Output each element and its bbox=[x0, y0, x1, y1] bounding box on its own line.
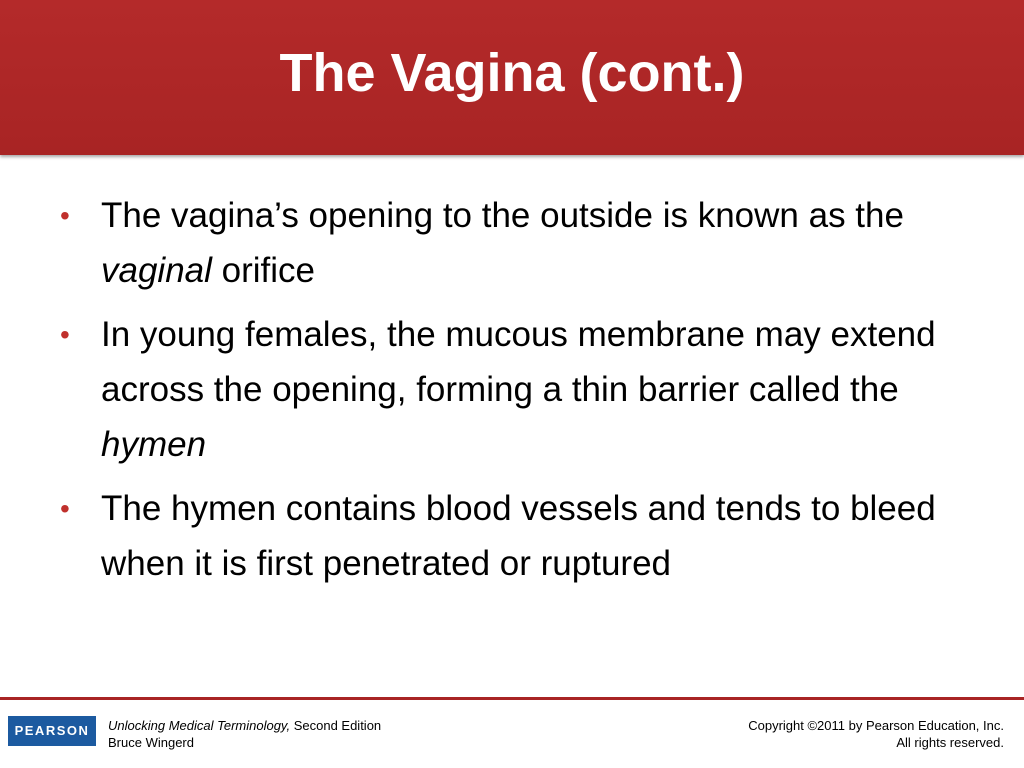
bullet-list bbox=[58, 188, 978, 600]
bullet-marker-icon: • bbox=[60, 493, 70, 524]
footer-book-line bbox=[108, 717, 381, 734]
pearson-logo: PEARSON bbox=[8, 716, 96, 746]
bullet-text: In young females, the mucous membrane may extend across the opening, forming a thin barrier called the bbox=[101, 315, 936, 409]
bullet-emphasis: hymen bbox=[101, 425, 207, 464]
bullet-item bbox=[58, 307, 978, 472]
footer-divider bbox=[0, 697, 1024, 700]
bullet-marker-icon: • bbox=[60, 200, 70, 231]
footer-edition: Second Edition bbox=[290, 718, 382, 733]
bullet-marker-icon: • bbox=[60, 319, 70, 350]
footer-copyright-block bbox=[748, 717, 1004, 751]
footer-copyright: Copyright ©2011 by Pearson Education, Inc. bbox=[748, 718, 1004, 733]
bullet-item bbox=[58, 188, 978, 298]
footer-rights: All rights reserved. bbox=[896, 735, 1004, 750]
title-bar bbox=[0, 0, 1024, 155]
bullet-text: The hymen contains blood vessels and tends to bleed when it is first penetrated or ruptured bbox=[101, 489, 936, 583]
slide-title: The Vagina (cont.) bbox=[279, 43, 745, 103]
bullet-item bbox=[58, 481, 978, 591]
footer-author: Bruce Wingerd bbox=[108, 735, 194, 750]
bullet-text-tail: orifice bbox=[211, 251, 316, 290]
bullet-text: The vagina’s opening to the outside is known as the bbox=[101, 196, 904, 235]
bullet-emphasis: vaginal bbox=[101, 251, 212, 290]
footer-book-title: Unlocking Medical Terminology, bbox=[108, 718, 291, 733]
footer-citation bbox=[108, 717, 381, 751]
